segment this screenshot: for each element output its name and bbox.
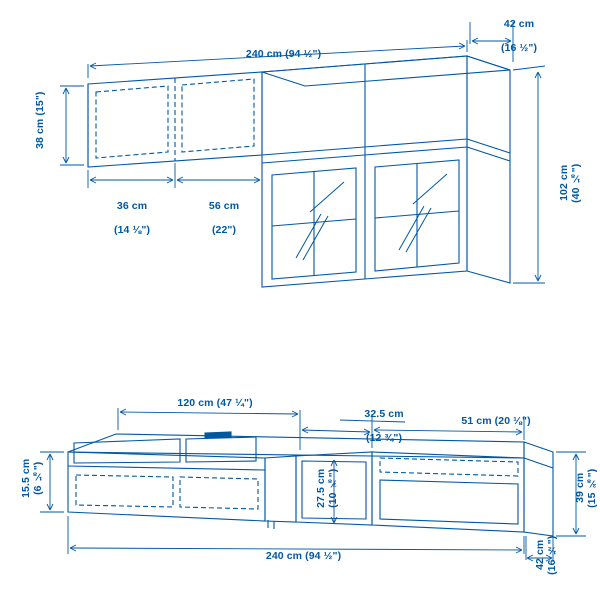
bench-right-side [524,442,553,536]
dim-value: 120 cm (47 ¼") [177,397,253,410]
dim-bench-middle-section-width [336,396,420,456]
dim-value: 42 cm [534,539,547,571]
dim-value: 240 cm (94 ½") [265,550,342,563]
bench-open-compartment-left [74,439,180,463]
glass-reflection [399,206,424,250]
bench-right-drawer-top [380,458,518,476]
dim-alt: (16 ½") [501,42,538,55]
upper-shelf-right-opening [182,79,254,152]
bench-right-side-line [524,458,553,468]
bench-right-door [380,480,518,524]
upper-cabinet-shelf-side2 [467,139,510,153]
glass-reflection [310,182,344,212]
dim-bench-left-section-width [118,385,300,421]
bench-shelf-line [68,466,265,470]
glass-reflection [296,214,321,258]
bench-open-compartment-right [186,437,256,462]
upper-cabinet-side [467,56,510,283]
dim-alt: (6 ⅛") [32,461,45,495]
upper-unit-drawing [88,56,510,287]
dim-alt: (12 ¾") [366,432,403,445]
dim-upper-depth [466,6,560,66]
dim-value: 42 cm [503,18,535,31]
bench-drawer-left [76,475,173,507]
bench-middle-section [265,456,296,522]
dim-value: 36 cm [116,200,148,213]
dim-bench-total-width [180,538,415,574]
dim-upper-shelf-height [22,86,47,166]
dim-alt: (22") [211,224,237,237]
bench-drawer-right [180,477,258,509]
dim-alt: (14 ⅛") [114,224,151,237]
dim-value: 240 cm (94 ½") [245,48,322,61]
dim-alt: (10 ⅞") [327,468,340,508]
upper-cabinet-shelf-side [467,147,510,161]
dim-alt: (16 ½") [546,535,559,575]
dim-bench-total-height [562,452,599,536]
dim-value: 56 cm [208,200,240,213]
dim-value: 27.5 cm [315,468,328,508]
dim-value: 15.5 cm [20,458,33,498]
dim-upper-width [160,36,395,72]
upper-shelf-left-opening [96,86,168,158]
glass-reflection [413,174,447,204]
cable-outlet [205,432,231,438]
dim-bench-right-section-width [420,403,560,439]
dim-value: 39 cm [574,472,587,504]
dim-alt: (40 ⅛") [570,163,583,203]
dim-alt: (15 ⅜") [586,468,599,508]
dim-upper-second-panel-width [148,188,288,248]
dim-bench-middle-height [303,456,340,532]
dim-value: 38 cm (15") [34,91,47,149]
dim-value: 32.5 cm [364,408,404,421]
dim-value: 102 cm [558,164,571,202]
dim-bench-depth [522,530,559,592]
dim-upper-total-height [546,134,583,244]
dim-bench-drawer-height [8,448,45,520]
dim-value: 51 cm (20 ⅛") [461,415,531,428]
